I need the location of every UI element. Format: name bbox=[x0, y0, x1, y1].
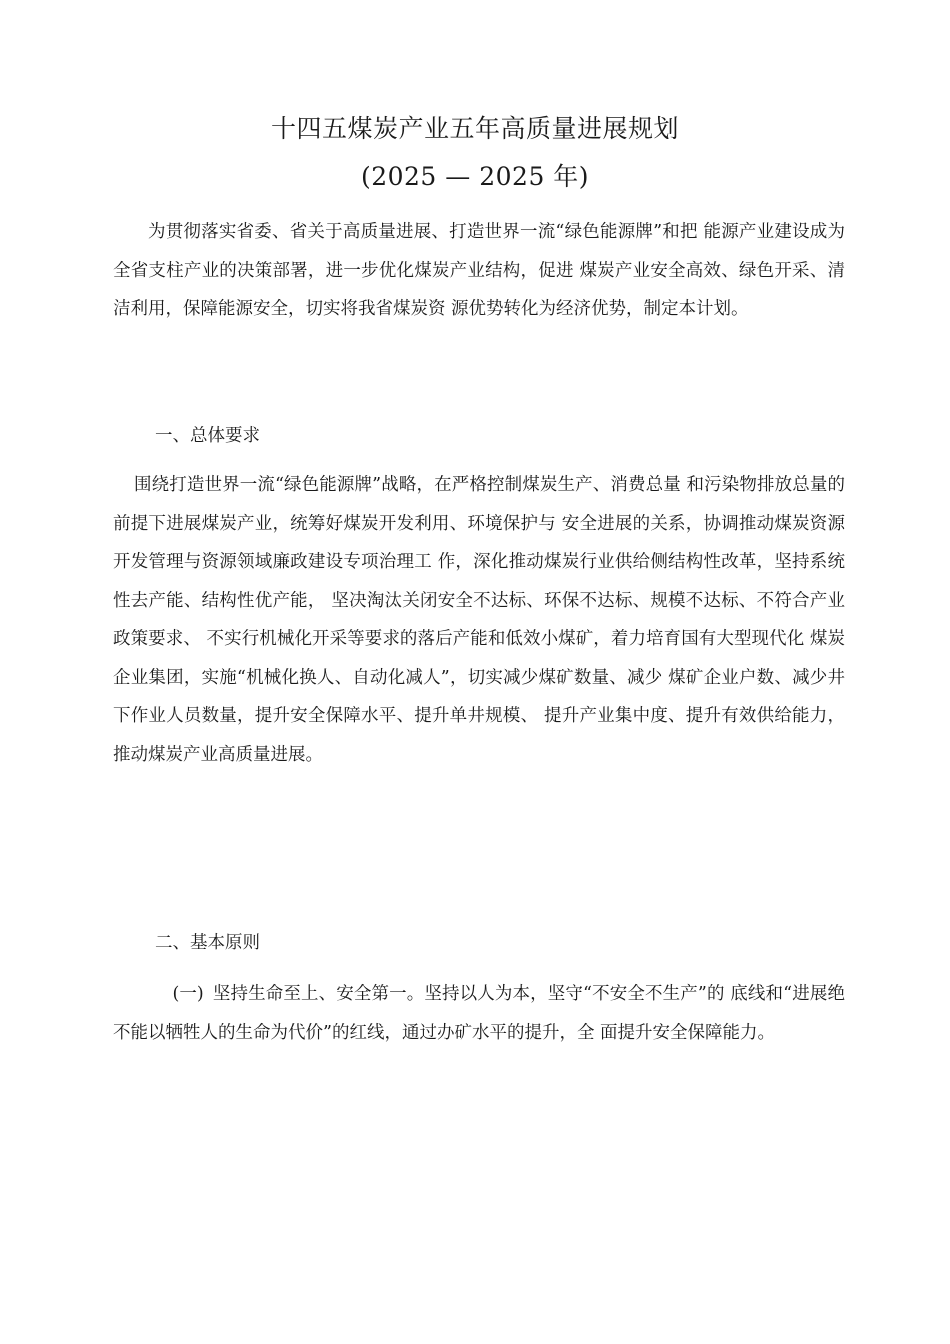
section-heading-basic-principles: 二、基本原则 bbox=[155, 933, 260, 953]
section-heading-general-requirements: 一、总体要求 bbox=[155, 426, 260, 446]
principle-item-1 bbox=[113, 975, 845, 1052]
intro-paragraph: 为贯彻落实省委、省关于高质量进展、打造世界一流“绿色能源牌”和把 能源产业建设成为全省支柱产业的决策部署，进一步优化煤炭产业结构，促进 煤炭产业安全高效、绿色开采、清洁利用，保障能源安全，切实将我省煤炭资 源优势转化为经济优势，制定本计划。 bbox=[113, 222, 845, 319]
document-title: 十四五煤炭产业五年高质量进展规划 bbox=[270, 114, 679, 143]
document-subtitle: (2025 — 2025 年) bbox=[360, 162, 590, 191]
general-requirements-paragraph: 围绕打造世界一流“绿色能源牌”战略，在严格控制煤炭生产、消费总量 和污染物排放总量的前提下进展煤炭产业，统筹好煤炭开发利用、环境保护与 安全进展的关系，协调推动煤炭资源开发管理与资源领域廉政建设专项治理工 作，深化推动煤炭行业供给侧结构性改革，坚持系统性去产能、结构性优产能， 坚决淘汰关闭安全不达标、环保不达标、规模不达标、不符合产业政策要求、 不实行机械化开采等要求的落后产能和低效小煤矿，着力培育国有大型现代化 煤炭企业集团，实施“机械化换人、自动化减人”，切实减少煤矿数量、减少 煤矿企业户数、减少井下作业人员数量，提升安全保障水平、提升单井规模、 提升产业集中度、提升有效供给能力，推动煤炭产业高质量进展。 bbox=[113, 475, 845, 765]
principle-item-1-body: 坚持生命至上、安全第一。坚持以人为本，坚守“不安全不生产”的 底线和“进展绝不能以牺牲人的生命为代价”的红线，通过办矿水平的提升，全 面提升安全保障能力。 bbox=[113, 984, 845, 1043]
principle-item-1-label: (一) bbox=[172, 984, 204, 1004]
